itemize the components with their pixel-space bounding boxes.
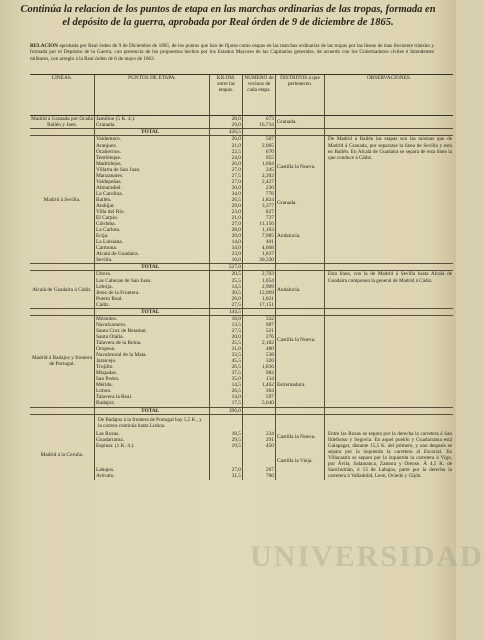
km-value: 14,5 [210,284,243,290]
etapa-point: Talavera de la Reina. [95,340,210,346]
etapa-point: La Carlota. [95,227,210,233]
km-value: 26,5 [210,364,243,370]
vecinos-value: 827 [243,209,276,215]
district-name: Granada. [276,197,325,209]
vecinos-value: 1,837 [243,251,276,257]
watermark-text: UNIVERSIDAD [250,540,484,573]
table-row [30,116,453,123]
observation-text: Entre las Rozas se separa por la derecha la carretera á San Ildefonso y Segovia. En aquel pueblo y Guadarrama está Galapagar, distante 15,5 K. del primero, y uno después se separa por la izquierda la carretera al Escorial. En Villacastín se separa por la izquierda la carretera á Vigo, por Ávila, Salamanca, Zamora y Orense. Á 4,5 K. de Sanchidrián, ó 13 de Labajos, parte por la derecha la carretera á Valladolid, Leon, Oviedo y Gijón. [325,431,454,480]
observation-text: Esta línea, con la de Madrid á Sevilla hasta Alcalá de Guadaira componen la general de Madrid á Cádiz. [325,271,454,308]
km-cell [210,414,243,431]
km-value: 33,5 [210,352,243,358]
km-value: 30,5 [210,290,243,296]
etapa-point: Granada. [95,122,210,129]
vecinos-value: 597 [243,394,276,400]
vecinos-value: 450 [243,443,276,468]
col-lineas: LÍNEAS. [30,75,95,116]
etapa-point: Móstoles. [95,315,210,322]
total-km: 396,0 [210,407,243,414]
km-value: 31,5 [210,473,243,479]
district-name: Estremadura. [276,364,325,407]
district-name: Castilla la Nueva. [276,431,325,443]
vecinos-value: 267 [243,467,276,473]
line-spacer [30,407,95,414]
vecinos-value: 955 [243,155,276,161]
etapa-point: Puerto Real. [95,296,210,302]
etapa-point: Miajadas. [95,370,210,376]
vecinos-value: 1,836 [243,364,276,370]
etapa-point: Oropesa. [95,346,210,352]
vecinos-value: 2,703 [243,271,276,278]
etapa-point: Navalmoral de la Mata. [95,352,210,358]
etapa-point: Lobon. [95,388,210,394]
km-value: 28,0 [210,227,243,233]
vecinos-value: 982 [243,370,276,376]
etapa-point: Manzanares. [95,173,210,179]
km-value: 26,5 [210,388,243,394]
etapa-point: Ecija. [95,233,210,239]
total-obs [325,308,454,315]
etapa-point: Arévalo. [95,473,210,479]
vecinos-value: 134 [243,376,276,382]
col-observaciones: OBSERVACIONES. [325,75,454,116]
etapa-point: Valdemoro. [95,136,210,143]
vecinos-value: 230 [243,185,276,191]
etapa-point: Almuradiel. [95,185,210,191]
etapa-point: Talavera la Real. [95,394,210,400]
vecinos-value: 507 [243,136,276,143]
obs-cell [325,414,454,431]
vecinos-value: 12,069 [243,290,276,296]
total-row [30,308,453,315]
total-label: TOTAL [95,129,210,136]
vecinos-value: 766 [243,473,276,479]
total-district [276,308,325,315]
etapa-point: Badajoz. [95,400,210,407]
km-value: 21,0 [210,215,243,221]
section-note: De Badajoz á la frontera de Portugal hay 5,5 K., y la carrera continúa hasta Lisboa. [95,414,210,431]
etapa-point: Bailén. [95,197,210,203]
col-vecinos: NÚMERO de vecinos de cada etapa. [243,75,276,116]
vecinos-value: 17,151 [243,302,276,309]
etapa-point: Labajos. [95,467,210,473]
etapa-point: Lebrija. [95,284,210,290]
vecinos-value: 401 [243,239,276,245]
vecinos-value: 521 [243,328,276,334]
vecinos-value: 2,392 [243,173,276,179]
etapa-point: Andújar. [95,203,210,209]
km-value: 23,0 [210,251,243,257]
km-value: 35,5 [210,340,243,346]
district-name: Granada. [276,116,325,129]
total-district [276,264,325,271]
line-name: Madrid á Sevilla. [30,136,95,264]
etapa-point: Santa Olalla. [95,334,210,340]
vecinos-value: 2,909 [243,284,276,290]
intro-text: aprobada por Real órden de 9 de Diciembre de 1865, de los puntos que han de fijarse como etapas en las marchas ordinarias de las tropas por las líneas de mas frecuente tránsito y formada por el Depósito de la Guerra, con presencia de los propuestos hechos por los Estados Mayores de las Capitanías generales, de acuerdo con los Gobernadores civiles é Intendentes militares, con arreglo á la Real órden de 6 de mayo de 1862. [30,43,434,62]
observation-empty [325,315,454,407]
vecinos-value: 907 [243,322,276,328]
km-value: 18,0 [210,315,243,322]
etapa-point: Navalcarnero. [95,322,210,328]
etapa-point: Madridejos. [95,161,210,167]
total-row [30,407,453,414]
vecinos-value: 1,821 [243,296,276,302]
vecinos-value: 776 [243,191,276,197]
title-line-2: el depósito de la guerra, aprobada por Real órden de 9 de diciembre de 1865. [62,17,394,28]
etapa-point: Las Rozas. [95,431,210,437]
vecinos-value: 737 [243,215,276,221]
vecinos-value: 1,664 [243,161,276,167]
etapa-point: Utrera. [95,271,210,278]
km-value: 27,0 [210,167,243,173]
km-value: 14,5 [210,382,243,388]
etapa-point: Mérida. [95,382,210,388]
total-obs [325,264,454,271]
vecinos-value: 2,182 [243,340,276,346]
col-kilom: KILÓM. entre las etapas. [210,75,243,116]
km-value: 29,5 [210,437,243,443]
line-name: Madrid á la Coruña. [40,452,84,459]
etapa-point: Espinar. (1 K. 4.). [95,443,210,468]
district-name: Castilla la Nueva. [276,315,325,364]
title-line-1: Continúa la relacion de los puntos de etapa en las marchas ordinarias de las tropas, formada en [20,4,436,15]
total-km: 527,0 [210,264,243,271]
etapa-point: La Luisiana. [95,239,210,245]
vecinos-value: 538 [243,352,276,358]
km-value: 27,0 [210,221,243,227]
vecinos-value: 291 [243,437,276,443]
etapa-point: Villarta de San Juan. [95,167,210,173]
etapa-point: Alcalá de Guadaira. [95,251,210,257]
observation-text: De Madrid á Bailén las etapas son las mismas que de Madrid á Granada, por separarse la línea de Sevilla y esta en Bailén. En Alcalá de Guadaira se separa de esta línea la que conduce á Cádiz. [325,136,454,264]
km-value: 26,0 [210,161,243,167]
total-km: 426,5 [210,129,243,136]
district-name: Castilla la Vieja. [276,443,325,480]
km-value: 20,0 [210,334,243,340]
km-value: 37,5 [210,370,243,376]
etapas-table [30,74,453,480]
etapa-point: Cádiz. [95,302,210,309]
total-row [30,264,453,271]
etapa-point: Trujillo. [95,364,210,370]
etapa-point: La Carolina. [95,191,210,197]
vecinos-value: 673 [243,116,276,123]
line-spacer [30,264,95,271]
km-value: 29,0 [210,233,243,239]
line-name: Madrid á Granada por Ocaña Bailén y Jaen. [31,116,93,129]
km-value: 29,0 [210,122,243,129]
etapa-point: Córdoba. [95,221,210,227]
etapa-point: Valdepeñas. [95,179,210,185]
total-vec [243,407,276,414]
etapa-point: Jerez de la Frontera. [95,290,210,296]
total-vec [243,264,276,271]
km-value: 30,0 [210,185,243,191]
vecinos-value: 7,985 [243,233,276,239]
km-value: 45,5 [210,358,243,364]
vecinos-value: 326 [243,358,276,364]
line-spacer [30,129,95,136]
etapa-point: San Pedro. [95,376,210,382]
etapa-point: Guadarrama. [95,437,210,443]
district-name: Andalucía. [276,209,325,264]
vecinos-value: 11,156 [243,221,276,227]
district-cell [276,414,325,431]
vecinos-value: 4,668 [243,245,276,251]
district-name: Andalucía. [276,271,325,308]
km-value: 16,0 [210,257,243,264]
etapa-point: Tembleque. [95,155,210,161]
km-value: 20,5 [210,271,243,278]
vecinos-value: 2,427 [243,179,276,185]
col-distritos: DISTRITOS á que pertenecen. [276,75,325,116]
km-value: 31,0 [210,346,243,352]
vecinos-value: 3,377 [243,203,276,209]
total-label: TOTAL [95,308,210,315]
km-value: 27,0 [210,467,243,473]
vecinos-value: 1,824 [243,197,276,203]
km-value: 14,0 [210,239,243,245]
vecinos-value: 480 [243,346,276,352]
line-spacer [30,414,95,431]
vecinos-value: 1,163 [243,227,276,233]
km-value: 27,0 [210,179,243,185]
km-value: 27,5 [210,328,243,334]
km-value: 26,5 [210,197,243,203]
km-value: 14,0 [210,394,243,400]
line-spacer [30,308,95,315]
total-label: TOTAL [95,264,210,271]
etapa-point: Sevilla. [95,257,210,264]
etapa-point: Aranjuez. [95,143,210,149]
vecinos-value: 245 [243,167,276,173]
line-name: Madrid á Badajoz y frontera de Portugal. [30,315,95,407]
km-value: 28,0 [210,116,243,123]
km-value: 26,0 [210,136,243,143]
vecinos-value: 1,462 [243,382,276,388]
km-value: 27,5 [210,173,243,179]
total-row [30,129,453,136]
intro-paragraph [30,43,434,62]
vec-cell [243,414,276,431]
km-value: 18,5 [210,431,243,437]
etapa-point: Jaraicejo. [95,358,210,364]
km-value: 13,5 [210,322,243,328]
total-district [276,129,325,136]
km-value: 35,0 [210,376,243,382]
vecinos-value: 16,734 [243,122,276,129]
km-value: 24,0 [210,155,243,161]
km-value: 29,0 [210,203,243,209]
vecinos-value: 670 [243,149,276,155]
vecinos-value: 1,054 [243,278,276,284]
total-obs [325,407,454,414]
km-value: 26,0 [210,296,243,302]
km-value: 21,0 [210,143,243,149]
vecinos-value: 30,330 [243,257,276,264]
etapa-point: Las Cabezas de San Juan. [95,278,210,284]
etapa-point: Villa del Río. [95,209,210,215]
total-vec [243,308,276,315]
vecinos-value: 5,640 [243,400,276,407]
etapa-point: Jamilloe (5 K. 4.). [95,116,210,123]
km-value: 17,5 [210,400,243,407]
etapa-point: Ocañerrios. [95,149,210,155]
table-header [30,75,453,116]
total-vec [243,129,276,136]
total-district [276,407,325,414]
vecinos-value: 234 [243,431,276,437]
km-value: 22,5 [210,149,243,155]
intro-lead: RELACION [30,43,58,49]
km-value: 34,0 [210,191,243,197]
km-value: 19,5 [210,443,243,468]
col-puntos: PUNTOS DE ETAPA. [95,75,210,116]
vecinos-value: 332 [243,315,276,322]
vecinos-value: 276 [243,334,276,340]
total-label: TOTAL [95,407,210,414]
total-km: 144,5 [210,308,243,315]
km-value: 34,0 [210,245,243,251]
note-row [30,414,453,431]
observation-empty [325,116,454,129]
vecinos-value: 2,065 [243,143,276,149]
etapa-point: Carmona. [95,245,210,251]
vecinos-value: 304 [243,388,276,394]
district-name: Castilla la Nueva. [276,136,325,197]
km-value: 27,5 [210,302,243,309]
line-name: Alcalá de Guadaira á Cádiz. [30,271,95,308]
total-obs [325,129,454,136]
etapa-point: El Carpio. [95,215,210,221]
km-value: 25,5 [210,278,243,284]
etapa-point: Santa Cruz de Retamar. [95,328,210,334]
km-value: 23,0 [210,209,243,215]
